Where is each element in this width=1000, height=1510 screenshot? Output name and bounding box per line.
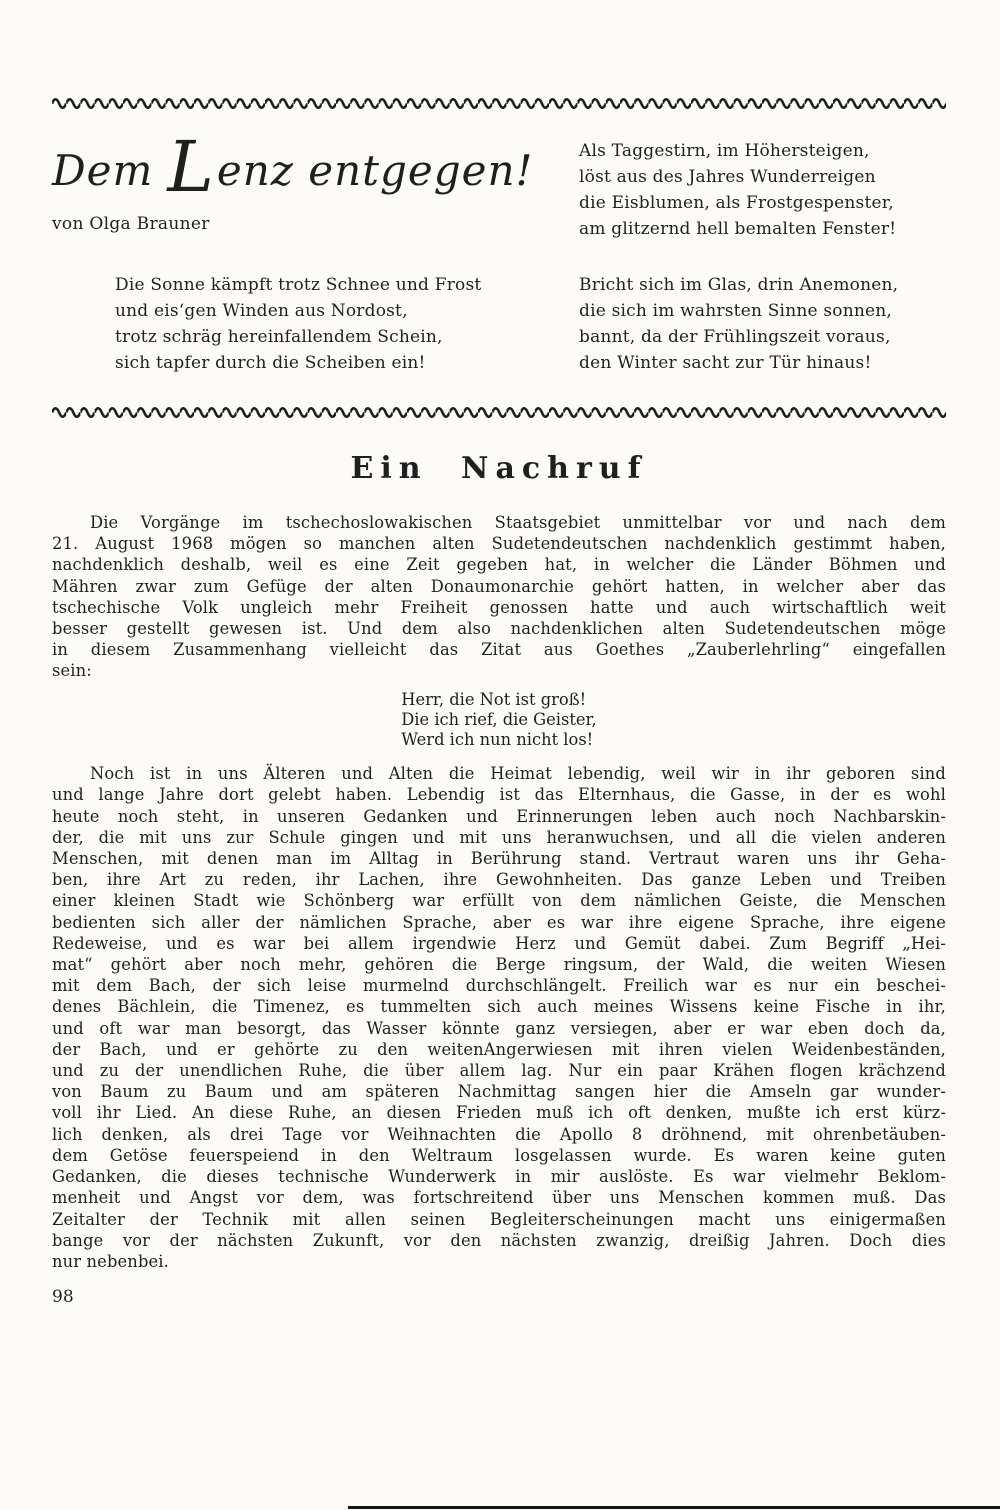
poem-line: löst aus des Jahres Wunderreigen — [579, 167, 876, 187]
stanza-right-top — [579, 138, 946, 242]
text-line: denes Bächlein, die Timenez, es tummelten sich auch meines Wissens keine Fische in ihr, — [52, 997, 946, 1017]
poem-title-rest: enz entgegen! — [216, 146, 534, 195]
text-line: bedienten sich aller der nämlichen Sprache, aber es war ihre eigene Sprache, ihre eigene — [52, 912, 946, 932]
text-line: der, die mit uns zur Schule gingen und mit uns heranwuchsen, und all die vielen anderen — [52, 827, 946, 847]
text-line: Zeitalter der Technik mit allen seinen Begleiterscheinungen macht uns einigermaßen — [52, 1209, 946, 1229]
poem-title-block — [52, 126, 579, 242]
text-line: heute noch steht, in unseren Gedanken und Erinnerungen leben auch noch Nachbarskin- — [52, 806, 946, 826]
wavy-divider-top — [52, 97, 946, 110]
text-line: 21. August 1968 mögen so manchen alten Sudetendeutschen nachdenklich gestimmt haben, — [52, 534, 946, 554]
text-line: lich denken, als drei Tage vor Weihnachten die Apollo 8 dröhnend, mit ohrenbetäuben- — [52, 1124, 946, 1144]
text-line: nur nebenbei. — [52, 1251, 169, 1271]
poem-title: Dem Lenz entgegen! — [52, 126, 534, 208]
text-line: menheit und Angst vor dem, was fortschreitend über uns Menschen kommen muß. Das — [52, 1188, 946, 1208]
text-line: und zu der unendlichen Ruhe, die über allem lag. Nur ein paar Krähen flogen krächzend — [52, 1061, 946, 1081]
scan-artifact-line — [348, 1506, 1000, 1509]
stanza-right-bottom — [579, 272, 946, 376]
paragraph-1 — [52, 512, 946, 682]
text-line: voll ihr Lied. An diese Ruhe, an diesen Frieden muß ich oft denken, mußte ich erst kürz- — [52, 1103, 946, 1123]
poem-line: die Eisblumen, als Frostgespenster, — [579, 193, 894, 213]
text-line: Die Vorgänge im tschechoslowakischen Staatsgebiet unmittelbar vor und nach dem — [90, 513, 946, 532]
text-line: Redeweise, und es war bei allem irgendwie Herz und Gemüt dabei. Zum Begriff „Hei- — [52, 933, 946, 953]
text-line: mit dem Bach, der sich leise murmelnd durchschlängelt. Freilich war es nur ein beschei- — [52, 976, 946, 996]
poem-line: Bricht sich im Glas, drin Anemonen, — [579, 275, 899, 295]
text-line: sein: — [52, 661, 92, 681]
text-line: Gedanken, die dieses technische Wunderwerk in mir auslöste. Es war vielmehr Beklom- — [52, 1167, 946, 1187]
quote-block — [52, 690, 946, 751]
poem-line: bannt, da der Frühlingszeit voraus, — [579, 327, 891, 347]
poem-line: die sich im wahrsten Sinne sonnen, — [579, 301, 893, 321]
text-line: besser gestellt gewesen ist. Und dem also nachdenklichen alten Sudetendeutschen möge — [52, 619, 946, 639]
text-line: der Bach, und er gehörte zu den weitenAngerwiesen mit ihren vielen Weidenbeständen, — [52, 1039, 946, 1059]
article-heading: Ein Nachruf — [350, 451, 648, 486]
poem-header — [52, 126, 946, 376]
poem-line: trotz schräg hereinfallendem Schein, — [115, 327, 443, 347]
poem-line: Als Taggestirn, im Höhersteigen, — [579, 141, 870, 161]
poem-line: den Winter sacht zur Tür hinaus! — [579, 353, 872, 373]
poem-title-prefix: Dem — [52, 146, 154, 195]
text-line: und oft war man besorgt, das Wasser könnte ganz versiegen, aber er war eben doch da, — [52, 1018, 946, 1038]
stanza-left — [52, 272, 579, 376]
text-line: von Baum zu Baum und am späteren Nachmittag sangen hier die Amseln gar wunder- — [52, 1082, 946, 1102]
text-line: Menschen, mit denen man im Alltag in Berührung stand. Vertraut waren uns ihr Geha- — [52, 849, 946, 869]
page-number: 98 — [52, 1287, 74, 1308]
text-line: in diesem Zusammenhang vielleicht das Zitat aus Goethes „Zauberlehrling“ eingefallen — [52, 640, 946, 660]
poem-line: und eis‘gen Winden aus Nordost, — [115, 301, 408, 321]
text-line: tschechische Volk ungleich mehr Freiheit genossen hatte und auch wirtschaftlich weit — [52, 597, 946, 617]
paragraph-2 — [52, 763, 946, 1272]
text-line: Noch ist in uns Älteren und Alten die Heimat lebendig, weil wir in ihr geboren sind — [90, 764, 946, 784]
text-line: nachdenklich deshalb, weil es eine Zeit gegeben hat, in welcher die Länder Böhmen und — [52, 555, 946, 575]
text-line: Mähren zwar zum Gefüge der alten Donaumonarchie gehört hatten, in welcher aber das — [52, 576, 946, 596]
document-page — [0, 97, 1000, 1307]
poem-line: Die Sonne kämpft trotz Schnee und Frost — [115, 275, 482, 295]
text-line: einer kleinen Stadt wie Schönberg war erfüllt von dem nämlichen Geiste, die Menschen — [52, 891, 946, 911]
text-line: dem Getöse feuerspeiend in den Weltraum losgelassen wurde. Es waren keine guten — [52, 1145, 946, 1165]
text-line: bange vor der nächsten Zukunft, vor den nächsten zwanzig, dreißig Jahren. Doch dies — [52, 1230, 946, 1250]
quote-line: Werd ich nun nicht los! — [401, 730, 594, 750]
poem-byline: von Olga Brauner — [52, 214, 210, 234]
quote-lines — [401, 690, 596, 751]
poem-line: sich tapfer durch die Scheiben ein! — [115, 353, 426, 373]
poem-line: am glitzernd hell bemalten Fenster! — [579, 219, 897, 239]
quote-line: Die ich rief, die Geister, — [401, 709, 597, 729]
text-line: ben, ihre Art zu reden, ihr Lachen, ihre Gewohnheiten. Das ganze Leben und Treiben — [52, 870, 946, 890]
wavy-divider-bottom — [52, 406, 946, 419]
quote-line: Herr, die Not ist groß! — [401, 689, 587, 709]
text-line: und lange Jahre dort gelebt haben. Lebendig ist das Elternhaus, die Gasse, in der es wohl — [52, 785, 946, 805]
text-line: mat“ gehört aber noch mehr, gehören die Berge ringsum, der Wald, die weiten Wiesen — [52, 955, 946, 975]
